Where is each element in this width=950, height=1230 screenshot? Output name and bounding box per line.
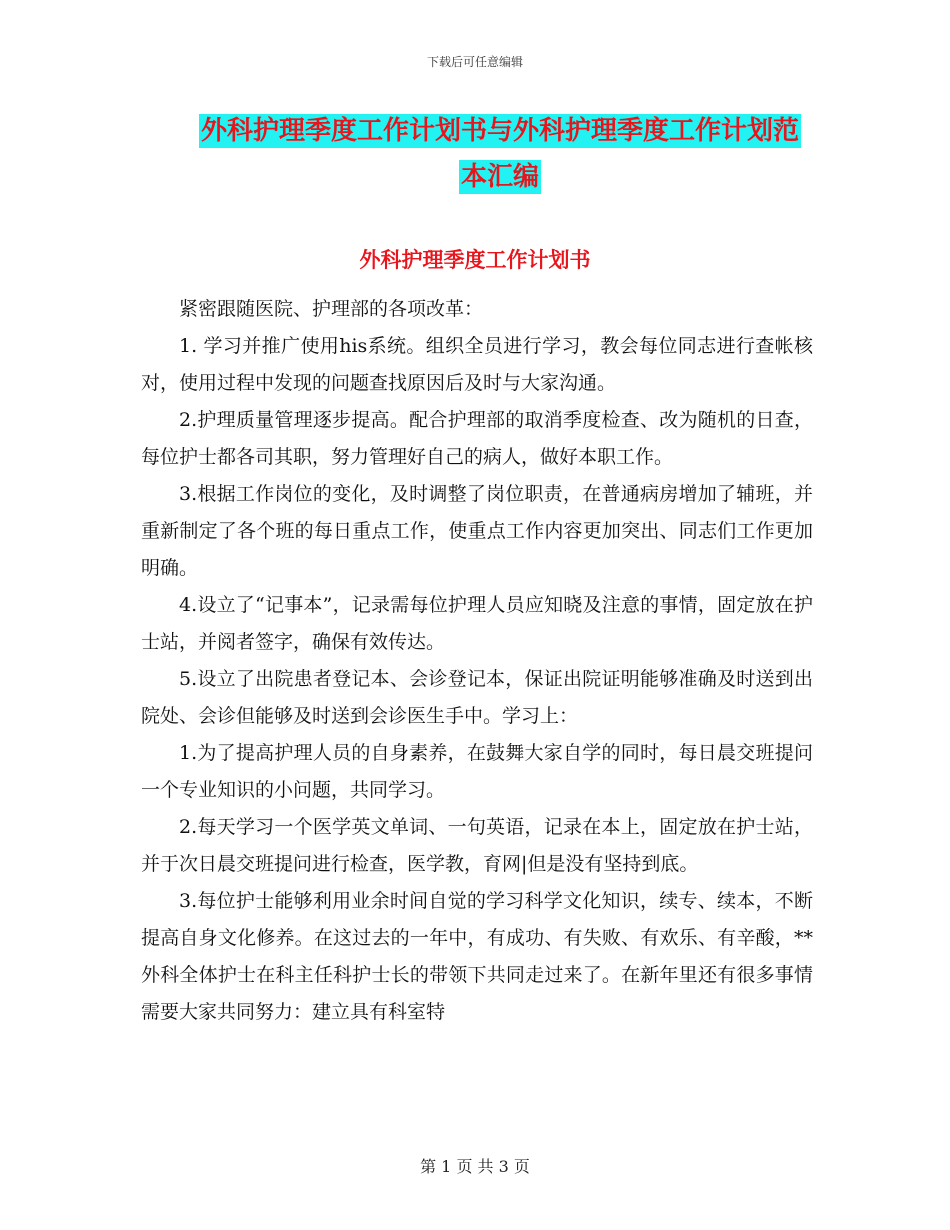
paragraph: 3.根据工作岗位的变化，及时调整了岗位职责，在普通病房增加了辅班，并重新制定了各个班的每日重点工作，使重点工作内容更加突出、同志们工作更加明确。 bbox=[141, 483, 813, 579]
document-title bbox=[130, 108, 870, 200]
paragraph: 紧密跟随医院、护理部的各项改革： bbox=[179, 298, 484, 320]
paragraph: 2.每天学习一个医学英文单词、一句英语，记录在本上，固定放在护士站，并于次日晨交班提问进行检查，医学教，育网|但是没有坚持到底。 bbox=[141, 816, 813, 875]
header-note: 下载后可任意编辑 bbox=[426, 55, 523, 69]
section-title: 外科护理季度工作计划书 bbox=[359, 248, 591, 272]
paragraph: 1.为了提高护理人员的自身素养，在鼓舞大家自学的同时，每日晨交班提问一个专业知识的小问题，共同学习。 bbox=[141, 742, 813, 801]
document-title-line-1: 外科护理季度工作计划书与外科护理季度工作计划范 bbox=[200, 116, 799, 146]
paragraph: 5.设立了出院患者登记本、会诊登记本，保证出院证明能够准确及时送到出院处、会诊但能够及时送到会诊医生手中。学习上： bbox=[141, 668, 813, 727]
page-footer: 第 1 页 共 3 页 bbox=[420, 1157, 530, 1176]
body-text bbox=[141, 291, 813, 1031]
paragraph: 1. 学习并推广使用his系统。组织全员进行学习，教会每位同志进行查帐核对，使用过程中发现的问题查找原因后及时与大家沟通。 bbox=[141, 335, 813, 394]
document-title-line-2: 本汇编 bbox=[460, 162, 539, 192]
paragraph: 4.设立了“记事本”，记录需每位护理人员应知晓及注意的事情，固定放在护士站，并阅者签字，确保有效传达。 bbox=[141, 594, 813, 653]
paragraph: 2.护理质量管理逐步提高。配合护理部的取消季度检查、改为随机的日查，每位护士都各司其职，努力管理好自己的病人，做好本职工作。 bbox=[141, 409, 813, 468]
paragraph: 3.每位护士能够利用业余时间自觉的学习科学文化知识，续专、续本，不断提高自身文化修养。在这过去的一年中，有成功、有失败、有欢乐、有辛酸，**外科全体护士在科主任科护士长的带领下共同走过来了。在新年里还有很多事情需要大家共同努力：建立具有科室特 bbox=[141, 890, 813, 1023]
